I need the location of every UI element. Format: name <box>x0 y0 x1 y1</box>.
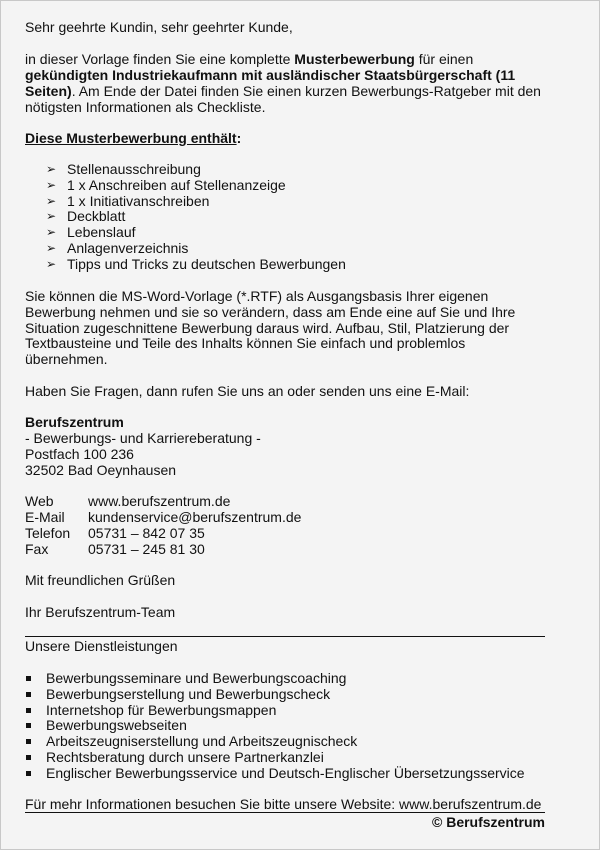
copyright: © Berufszentrum <box>432 814 545 830</box>
intro-text: in dieser Vorlage finden Sie eine komplette <box>25 51 295 67</box>
arrow-bullet-icon: ➢ <box>46 241 57 255</box>
service-item: Bewerbungswebseiten <box>46 717 187 734</box>
arrow-bullet-icon: ➢ <box>46 256 57 271</box>
square-bullet-icon <box>26 692 31 697</box>
intro-bold: gekündigten Industriekaufmann mit ausländischer Staatsbürgerschaft (11 <box>25 67 516 83</box>
intro-bold: Musterbewerbung <box>294 51 415 67</box>
intro-text: . Am Ende der Datei finden Sie einen kurzen Bewerbungs-Ratgeber mit den <box>71 83 541 99</box>
contents-item: Anlagenverzeichnis <box>67 240 189 256</box>
arrow-bullet-icon: ➢ <box>46 177 57 192</box>
contents-heading-text: Diese Musterbewerbung enthält <box>25 130 237 146</box>
square-bullet-icon <box>26 771 31 776</box>
service-item: Rechtsberatung durch unsere Partnerkanzlei <box>46 749 324 765</box>
questions-text: Haben Sie Fragen, dann rufen Sie uns an oder senden uns eine E-Mail: <box>25 383 470 399</box>
contents-item: Deckblatt <box>67 208 126 225</box>
arrow-bullet-icon: ➢ <box>46 209 57 224</box>
service-item: Arbeitszeugniserstellung und Arbeitszeugnischeck <box>46 733 358 750</box>
arrow-bullet-icon: ➢ <box>46 225 57 240</box>
intro-line-2 <box>25 67 515 83</box>
intro-text: für einen <box>414 51 474 67</box>
contact-label: E-Mail <box>25 509 65 525</box>
company-subtitle: - Bewerbungs- und Karriereberatung - <box>25 430 261 446</box>
square-bullet-icon <box>26 739 31 744</box>
services-heading: Unsere Dienstleistungen <box>25 638 178 654</box>
arrow-bullet-icon: ➢ <box>46 162 57 176</box>
footer-info: Für mehr Informationen besuchen Sie bitte unsere Website: www.berufszentrum.de <box>25 796 542 812</box>
contact-label: Fax <box>25 541 49 557</box>
service-item: Internetshop für Bewerbungsmappen <box>46 701 277 718</box>
signature: Ihr Berufszentrum-Team <box>25 604 176 620</box>
contents-colon: : <box>236 130 242 146</box>
intro-line-1 <box>25 51 473 67</box>
contents-item: 1 x Anschreiben auf Stellenanzeige <box>67 176 286 193</box>
contact-value: 05731 – 842 07 35 <box>88 525 205 541</box>
contents-item: Stellenausschreibung <box>67 161 201 177</box>
contact-label: Web <box>25 493 54 509</box>
company-name: Berufszentrum <box>25 414 124 430</box>
intro-line-3 <box>25 83 541 99</box>
paragraph-line: Sie können die MS-Word-Vorlage (*.RTF) als Ausgangsbasis Ihrer eigenen <box>25 288 489 304</box>
paragraph-line: übernehmen. <box>25 351 108 368</box>
city: 32502 Bad Oeynhausen <box>25 462 177 478</box>
contact-value: kundenservice@berufszentrum.de <box>88 509 302 525</box>
contact-value: www.berufszentrum.de <box>88 493 231 509</box>
contents-item: Tipps und Tricks zu deutschen Bewerbungen <box>67 255 346 272</box>
arrow-bullet-icon: ➢ <box>46 193 57 208</box>
divider <box>25 812 545 813</box>
service-item: Englischer Bewerbungsservice und Deutsch-Englischer Übersetzungsservice <box>46 764 525 781</box>
contents-heading <box>25 130 241 146</box>
square-bullet-icon <box>26 755 31 760</box>
service-item: Bewerbungserstellung und Bewerbungscheck <box>46 685 331 702</box>
service-item: Bewerbungsseminare und Bewerbungscoaching <box>46 670 347 686</box>
square-bullet-icon <box>26 676 31 681</box>
closing: Mit freundlichen Grüßen <box>25 572 176 588</box>
paragraph-line: Situation zugeschnittene Bewerbung daraus wird. Aufbau, Stil, Platzierung der <box>25 319 510 336</box>
intro-line-4: nötigsten Informationen als Checkliste. <box>25 99 266 115</box>
postbox: Postfach 100 236 <box>25 446 134 462</box>
contact-value: 05731 – 245 81 30 <box>88 541 205 557</box>
greeting: Sehr geehrte Kundin, sehr geehrter Kunde, <box>25 19 293 35</box>
contents-item: 1 x Initiativanschreiben <box>67 192 210 209</box>
paragraph-line: Textbausteine und Teile des Inhalts können Sie einfach und problemlos <box>25 335 466 352</box>
contact-label: Telefon <box>25 525 71 541</box>
divider <box>25 636 545 637</box>
intro-bold: Seiten) <box>25 83 72 99</box>
contents-item: Lebenslauf <box>67 224 136 241</box>
square-bullet-icon <box>26 723 31 728</box>
square-bullet-icon <box>26 708 31 713</box>
paragraph-line: Bewerbung nehmen und sie so verändern, dass am Ende eine auf Sie und Ihre <box>25 303 516 320</box>
